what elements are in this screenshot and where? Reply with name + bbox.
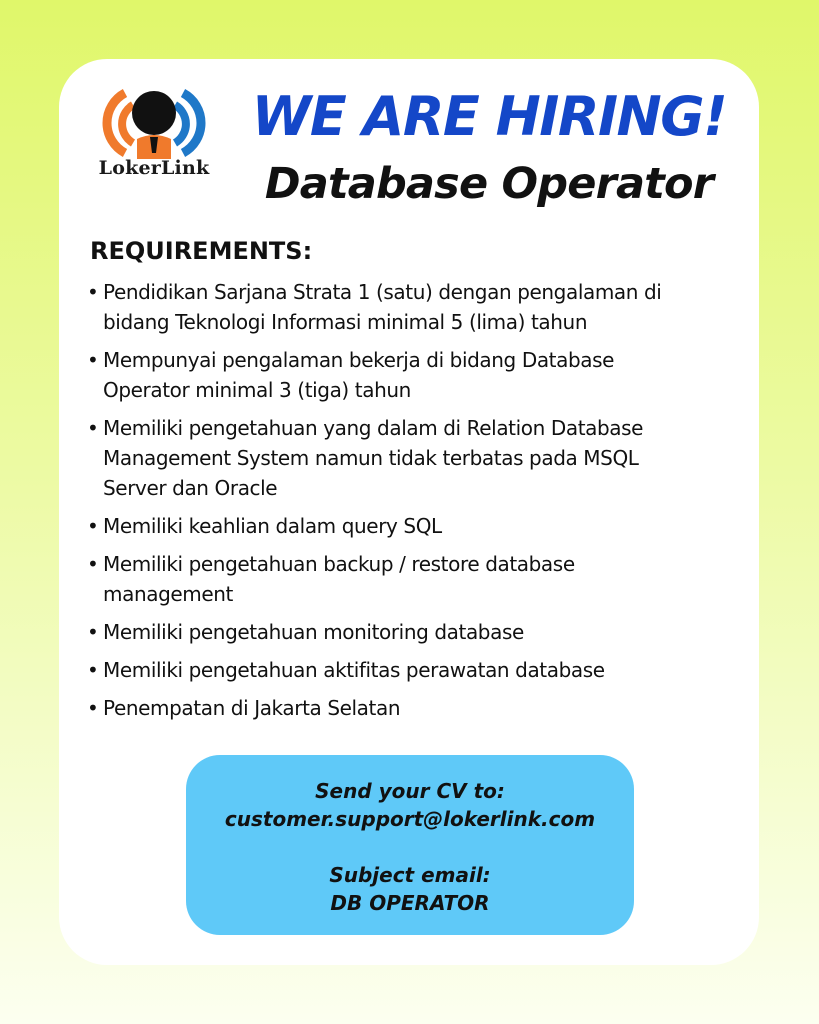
list-item-line: Memiliki pengetahuan monitoring database [103, 620, 524, 644]
list-item-line: Pendidikan Sarjana Strata 1 (satu) dengan pengalaman di [103, 280, 662, 304]
list-item [87, 655, 727, 685]
lokerlink-logo [89, 87, 219, 187]
send-cv-label: Send your CV to: [315, 779, 505, 803]
list-item [87, 693, 727, 723]
subject-value: DB OPERATOR [330, 891, 490, 915]
contact-box [186, 755, 634, 935]
list-item-line: management [103, 582, 233, 606]
list-item-line: bidang Teknologi Informasi minimal 5 (lima) tahun [103, 310, 588, 334]
bullet-icon: • [87, 696, 99, 720]
list-item [87, 345, 727, 405]
requirements-heading: REQUIREMENTS: [90, 237, 313, 265]
list-item [87, 511, 727, 541]
list-item-line: Memiliki pengetahuan backup / restore database [103, 552, 575, 576]
requirements-list [87, 277, 727, 731]
job-title: Database Operator [264, 159, 714, 209]
list-item-line: Operator minimal 3 (tiga) tahun [103, 378, 411, 402]
logo-signal-icon [89, 87, 219, 159]
contact-email-link[interactable]: customer.support@lokerlink.com [224, 807, 596, 831]
bullet-icon: • [87, 658, 99, 682]
list-item [87, 413, 727, 503]
logo-wordmark: LokerLink [98, 157, 210, 179]
list-item-line: Mempunyai pengalaman bekerja di bidang Database [103, 348, 615, 372]
list-item [87, 277, 727, 337]
bullet-icon: • [87, 514, 99, 538]
list-item [87, 617, 727, 647]
bullet-icon: • [87, 280, 99, 304]
subject-label: Subject email: [329, 863, 491, 887]
bullet-icon: • [87, 620, 99, 644]
list-item-line: Server dan Oracle [103, 476, 278, 500]
list-item-line: Memiliki pengetahuan aktifitas perawatan database [103, 658, 605, 682]
bullet-icon: • [87, 348, 99, 372]
list-item-line: Memiliki keahlian dalam query SQL [103, 514, 442, 538]
poster-card [59, 59, 759, 965]
list-item-line: Memiliki pengetahuan yang dalam di Relation Database [103, 416, 644, 440]
bullet-icon: • [87, 552, 99, 576]
list-item [87, 549, 727, 609]
hiring-headline: WE ARE HIRING! [251, 85, 727, 148]
bullet-icon: • [87, 416, 99, 440]
list-item-line: Management System namun tidak terbatas pada MSQL [103, 446, 639, 470]
list-item-line: Penempatan di Jakarta Selatan [103, 696, 401, 720]
